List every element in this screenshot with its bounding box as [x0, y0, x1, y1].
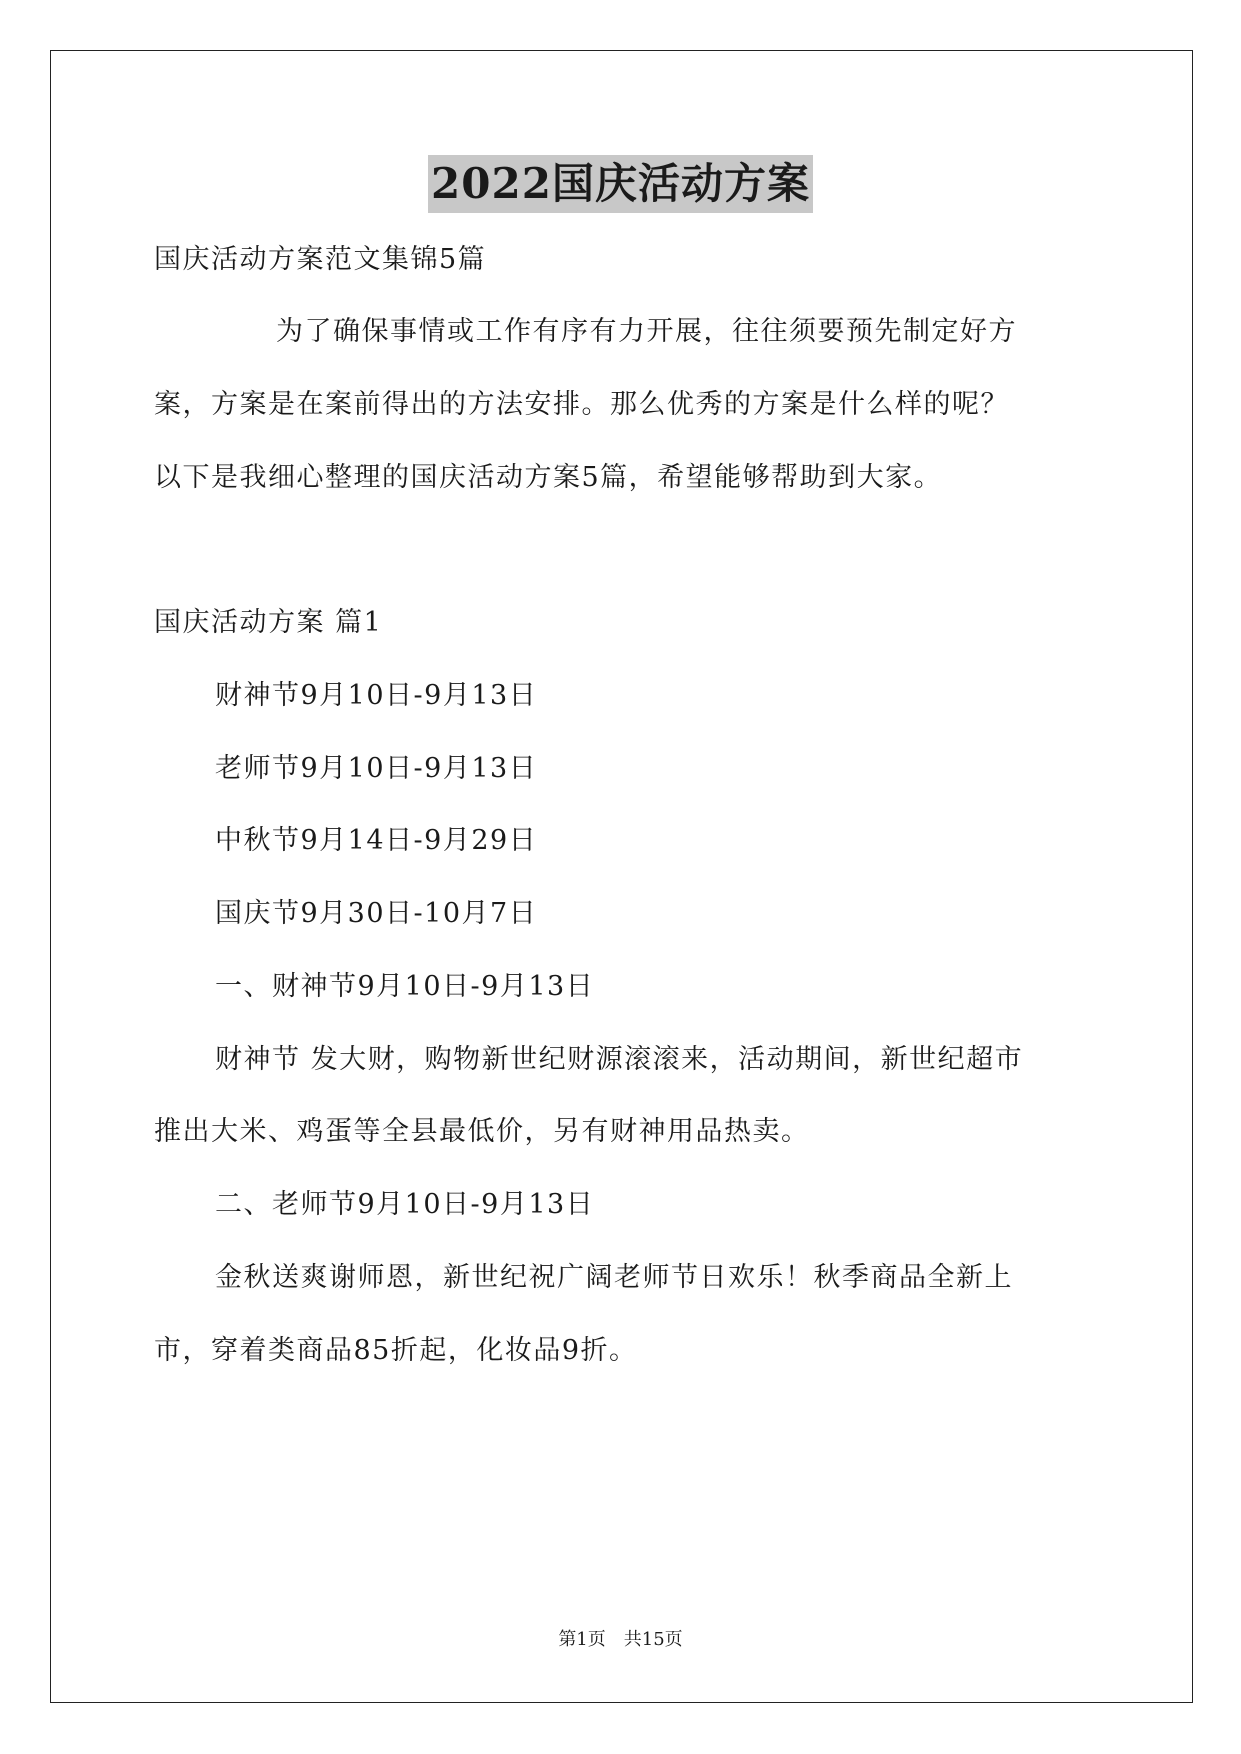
- part1-body-line-2: 推出大米、鸡蛋等全县最低价，另有财神用品热卖。: [154, 1116, 810, 1147]
- title-container: [0, 155, 1241, 213]
- schedule-item-4: 国庆节9月30日-10月7日: [215, 898, 538, 929]
- page-total: 共15页: [623, 1629, 683, 1650]
- page-footer: [0, 1628, 1241, 1652]
- intro-line-1: 为了确保事情或工作有序有力开展，往往须要预先制定好方: [276, 316, 1017, 347]
- page-border: [50, 50, 1193, 1703]
- part2-body-line-2: 市，穿着类商品85折起，化妆品9折。: [154, 1335, 638, 1366]
- part1-body-line-1: 财神节 发大财，购物新世纪财源滚滚来，活动期间，新世纪超市: [215, 1044, 1024, 1075]
- page-number: 第1页: [558, 1629, 606, 1650]
- schedule-item-2: 老师节9月10日-9月13日: [215, 753, 538, 784]
- part2-heading: 二、老师节9月10日-9月13日: [215, 1189, 595, 1220]
- section-heading: 国庆活动方案 篇1: [154, 607, 383, 638]
- document-title: 2022国庆活动方案: [428, 155, 813, 213]
- part1-heading: 一、财神节9月10日-9月13日: [215, 971, 595, 1002]
- subtitle: 国庆活动方案范文集锦5篇: [154, 244, 487, 275]
- intro-line-2: 案，方案是在案前得出的方法安排。那么优秀的方案是什么样的呢？: [154, 389, 1009, 420]
- schedule-item-1: 财神节9月10日-9月13日: [215, 680, 538, 711]
- intro-line-3: 以下是我细心整理的国庆活动方案5篇，希望能够帮助到大家。: [154, 462, 943, 493]
- part2-body-line-1: 金秋送爽谢师恩，新世纪祝广阔老师节日欢乐！秋季商品全新上: [215, 1262, 1013, 1293]
- schedule-item-3: 中秋节9月14日-9月29日: [215, 825, 538, 856]
